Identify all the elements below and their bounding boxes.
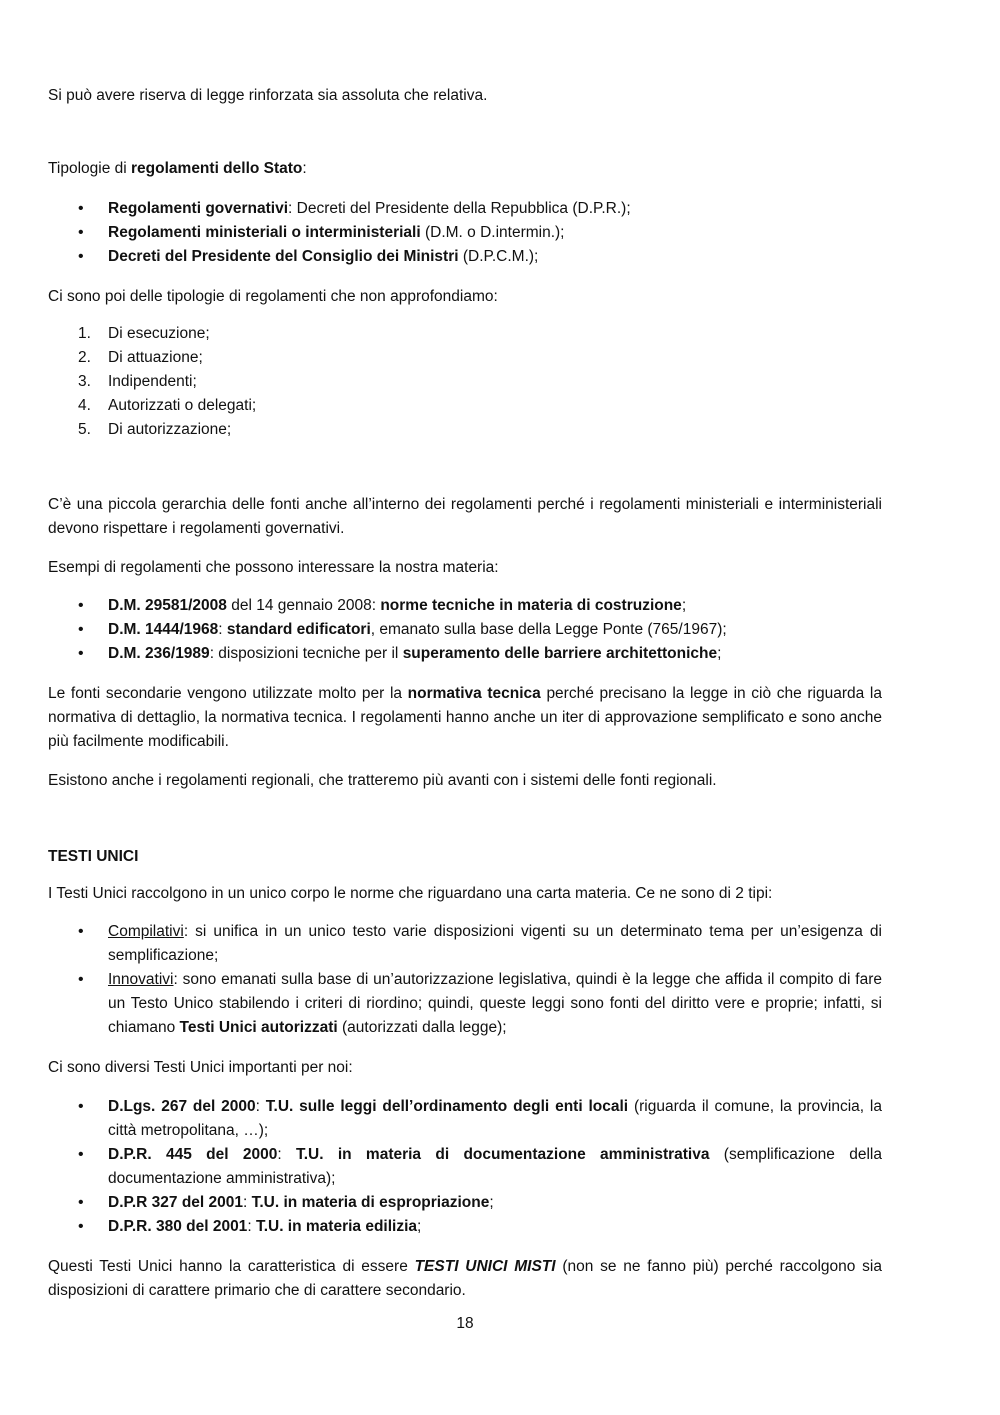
text: Di attuazione; (108, 349, 203, 366)
numbered-list (48, 322, 882, 442)
text: : (255, 1098, 266, 1115)
bold-text: Testi Unici autorizzati (179, 1019, 338, 1036)
text: ; (489, 1194, 494, 1211)
text: (D.M. o D.intermin.); (420, 224, 565, 241)
list-item (48, 197, 882, 221)
list-item (48, 1215, 882, 1239)
list-number: 1. (78, 325, 91, 342)
text: : sono emanati sulla base di un’autorizzazione legislativa, quindi è la legge che affida il compito di fare un Testo Unico stabilendo i criteri di riordino; quindi, queste leggi sono fonti del diritto vere e proprie; infatti, si chiamano (108, 971, 882, 1036)
text: Di esecuzione; (108, 325, 210, 342)
list-item (48, 370, 882, 394)
text: : si unifica in un unico testo varie disposizioni vigenti su un determinato tema per un’esigenza di semplificazione; (108, 923, 882, 964)
text: Questi Testi Unici hanno la caratteristica di essere (48, 1258, 415, 1275)
paragraph-altre-tipologie: Ci sono poi delle tipologie di regolamenti che non approfondiamo: (48, 288, 498, 305)
list-item (48, 968, 882, 1040)
text: , emanato sulla base della Legge Ponte (765/1967); (370, 621, 727, 638)
bold-text: Regolamenti governativi (108, 200, 289, 217)
list-item (48, 346, 882, 370)
bullet-list-tipi-testi-unici (48, 920, 882, 1040)
bold-text: D.M. 1444/1968 (108, 621, 219, 638)
list-number: 4. (78, 397, 91, 414)
text: Le fonti secondarie vengono utilizzate molto per la (48, 685, 408, 702)
text: ; (681, 597, 687, 614)
list-item (48, 394, 882, 418)
bold-text: D.P.R 327 del 2001 (108, 1194, 243, 1211)
text: ; (417, 1218, 422, 1235)
bold-text: Decreti del Presidente del Consiglio dei Ministri (108, 248, 459, 265)
bold-text: T.U. in materia di espropriazione (251, 1194, 490, 1211)
list-item (48, 418, 882, 442)
list-item (48, 245, 882, 269)
bold-text: superamento delle barriere architettoniche (402, 645, 718, 662)
paragraph-esempi: Esempi di regolamenti che possono interessare la nostra materia: (48, 559, 499, 576)
bold-text: D.P.R. 445 del 2000 (108, 1146, 278, 1163)
list-item (48, 594, 882, 618)
paragraph-tipologie (48, 157, 882, 181)
text: : (247, 1218, 256, 1235)
paragraph-testi-unici-intro: I Testi Unici raccolgono in un unico corpo le norme che riguardano una carta materia. Ce ne sono di 2 tipi: (48, 885, 773, 902)
paragraph-fonti-secondarie (48, 682, 882, 754)
text: Indipendenti; (108, 373, 197, 390)
paragraph-testi-unici-misti (48, 1255, 882, 1303)
text: (D.P.C.M.); (458, 248, 539, 265)
list-item (48, 1095, 882, 1143)
bold-text: D.M. 236/1989 (108, 645, 210, 662)
underlined-text: Innovativi (108, 971, 174, 988)
text: (riguarda il comune, la provincia, la città metropolitana, …); (108, 1098, 882, 1139)
text: (non se ne fanno più) perché raccolgono sia disposizioni di carattere primario che di carattere secondario. (48, 1258, 882, 1299)
text: Tipologie di (48, 160, 132, 177)
text: : (243, 1194, 252, 1211)
list-number: 3. (78, 373, 91, 390)
text: : (277, 1146, 296, 1163)
bold-italic-text: TESTI UNICI MISTI (414, 1258, 556, 1275)
text: del 14 gennaio 2008: (226, 597, 381, 614)
list-number: 5. (78, 421, 91, 438)
list-item (48, 1143, 882, 1191)
bold-text: normativa tecnica (407, 685, 541, 702)
list-item (48, 920, 882, 968)
underlined-text: Compilativi (108, 923, 184, 940)
paragraph-testi-unici-importanti: Ci sono diversi Testi Unici importanti per noi: (48, 1059, 353, 1076)
list-item (48, 618, 882, 642)
bold-text: T.U. in materia edilizia (255, 1218, 418, 1235)
list-item (48, 322, 882, 346)
paragraph-riserva: Si può avere riserva di legge rinforzata sia assoluta che relativa. (48, 87, 488, 104)
bullet-list-esempi (48, 594, 882, 666)
text: (semplificazione della documentazione amministrativa); (108, 1146, 882, 1187)
bold-text: T.U. in materia di documentazione amministrativa (295, 1146, 710, 1163)
bold-text: D.Lgs. 267 del 2000 (108, 1098, 256, 1115)
bold-text: Regolamenti ministeriali o interministeriali (108, 224, 421, 241)
bold-text: norme tecniche in materia di costruzione (380, 597, 682, 614)
bold-text: regolamenti dello Stato (131, 160, 303, 177)
heading-text: TESTI UNICI (48, 848, 139, 865)
bullet-list-regolamenti (48, 197, 882, 269)
section-heading-testi-unici (48, 845, 882, 869)
text: : (218, 621, 227, 638)
text: perché precisano la legge in ciò che riguarda la normativa di dettaglio, la normativa tecnica. I regolamenti hanno anche un iter di approvazione semplificato e sono anche più facilmente modificabili. (48, 685, 882, 750)
text: ; (717, 645, 722, 662)
paragraph-gerarchia: C’è una piccola gerarchia delle fonti anche all’interno dei regolamenti perché i regolamenti ministeriali e interministeriali devono rispettare i regolamenti governativi. (48, 496, 882, 537)
bold-text: D.M. 29581/2008 (108, 597, 227, 614)
text: Di autorizzazione; (108, 421, 232, 438)
text: : (302, 160, 307, 177)
list-number: 2. (78, 349, 91, 366)
bold-text: T.U. sulle leggi dell’ordinamento degli enti locali (265, 1098, 629, 1115)
text: (autorizzati dalla legge); (337, 1019, 507, 1036)
text: : Decreti del Presidente della Repubblica (D.P.R.); (288, 200, 631, 217)
text: Autorizzati o delegati; (108, 397, 257, 414)
paragraph-regionali: Esistono anche i regolamenti regionali, che tratteremo più avanti con i sistemi delle fonti regionali. (48, 772, 717, 789)
text: : disposizioni tecniche per il (209, 645, 403, 662)
list-item (48, 221, 882, 245)
list-item (48, 642, 882, 666)
bold-text: standard edificatori (226, 621, 371, 638)
page-number: 18 (456, 1315, 474, 1332)
bullet-list-testi-unici-importanti (48, 1095, 882, 1239)
list-item (48, 1191, 882, 1215)
bold-text: D.P.R. 380 del 2001 (108, 1218, 248, 1235)
